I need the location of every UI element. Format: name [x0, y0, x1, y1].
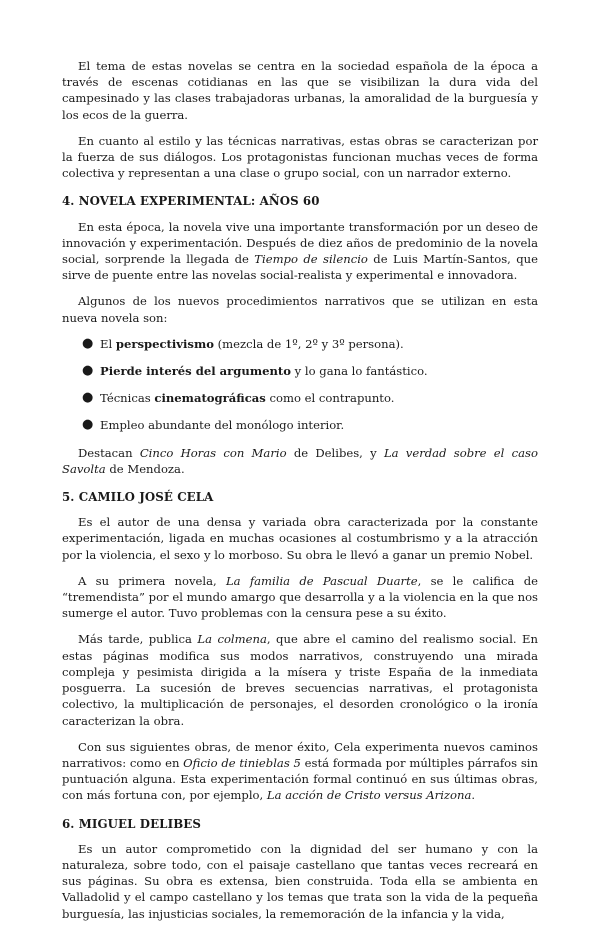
paragraph-experimental-intro: En esta época, la novela vive una importante transformación por un deseo de innovación y experimentación. Después de diez años de predominio de la novela social, sorprende la llegada de Tiempo de silencio de Luis Martín-Santos, que sirve de puente entre las novelas social-realista y experimental e innovadora.	[62, 219, 538, 283]
work-title: Cinco Horas con Mario	[139, 445, 287, 460]
section-heading-delibes: 6. MIGUEL DELIBES	[62, 816, 201, 831]
work-title: La verdad sobre el caso Savolta	[62, 445, 538, 476]
work-title: La colmena	[197, 632, 267, 647]
bullet-icon: ●	[82, 390, 94, 406]
paragraph-delibes-intro: Es un autor comprometido con la dignidad del ser humano y con la naturaleza, sobre todo, con el paisaje castellano que tantas veces recreará en sus páginas. Su obra es extensa, bien construida. Toda ella se ambienta en Valladolid y el campo castellano y los temas que trata son la vida de la pequeña burguesía, las injusticias sociales, la rememoración de la infancia y la vida,	[62, 841, 538, 921]
paragraph-highlights: Destacan Cinco Horas con Mario de Delibes, y La verdad sobre el caso Savolta de Mendoza.	[62, 445, 538, 476]
section-heading-cela: 5. CAMILO JOSÉ CELA	[62, 490, 214, 505]
paragraph-cela-first-novel: A su primera novela, La familia de Pascual Duarte, se le califica de “tremendista” por el mundo amargo que desarrolla y a la violencia en la que nos sumerge el autor. Tuvo problemas con la censura pese a su éxito.	[62, 573, 538, 621]
work-title: La acción de Cristo versus Arizona	[266, 788, 472, 803]
document-page	[62, 58, 538, 932]
paragraph-cela-later-works: Con sus siguientes obras, de menor éxito, Cela experimenta nuevos caminos narrativos: como en Oficio de tinieblas 5 está formada por múltiples párrafos sin puntuación alguna. Esta experimentación formal continuó en sus últimas obras, con más fortuna con, por ejemplo, La acción de Cristo versus Arizona.	[62, 739, 538, 803]
bullet-icon: ●	[82, 335, 94, 351]
list-item: ● El perspectivismo (mezcla de 1º, 2º y 3º persona).	[82, 335, 404, 351]
paragraph-cela-colmena: Más tarde, publica La colmena, que abre el camino del realismo social. En estas páginas modifica sus modos narrativos, construyendo una mirada compleja y pesimista dirigida a la mísera y triste España de la inmediata posguerra. La sucesión de breves secuencias narrativas, el protagonista colectivo, la multiplicación de personajes, el desorden cronológico o la ironía caracterizan la obra.	[62, 632, 538, 728]
section-heading-experimental-novel: 4. NOVELA EXPERIMENTAL: AÑOS 60	[62, 194, 320, 209]
procedures-list	[62, 336, 538, 434]
paragraph-style: En cuanto al estilo y las técnicas narrativas, estas obras se caracterizan por la fuerza de sus diálogos. Los protagonistas funcionan muchas veces de forma colectiva y representan a una clase o grupo social, con un narrador externo.	[62, 133, 538, 181]
paragraph-cela-intro: Es el autor de una densa y variada obra caracterizada por la constante experimentación, ligada en muchas ocasiones al costumbrismo y a la atracción por la violencia, el sexo y lo morboso. Su obra le llevó a ganar un premio Nobel.	[62, 515, 538, 562]
bullet-icon: ●	[82, 417, 94, 433]
list-item: ● Empleo abundante del monólogo interior.	[82, 417, 345, 433]
paragraph-themes: El tema de estas novelas se centra en la sociedad española de la época a través de escenas cotidianas en las que se visibilizan la dura vida del campesinado y las clases trabajadoras urbanas, la amoralidad de la burguesía y los ecos de la guerra.	[62, 59, 538, 122]
work-title: La familia de Pascual Duarte	[225, 573, 418, 588]
list-item: ● Técnicas cinematográficas como el contrapunto.	[82, 390, 395, 406]
list-item: ● Pierde interés del argumento y lo gana lo fantástico.	[82, 363, 428, 379]
paragraph-procedures-intro: Algunos de los nuevos procedimientos narrativos que se utilizan en esta nueva novela son:	[62, 294, 538, 325]
bullet-icon: ●	[82, 363, 94, 379]
work-title: Tiempo de silencio	[254, 252, 368, 267]
work-title: Oficio de tinieblas 5	[183, 755, 301, 770]
